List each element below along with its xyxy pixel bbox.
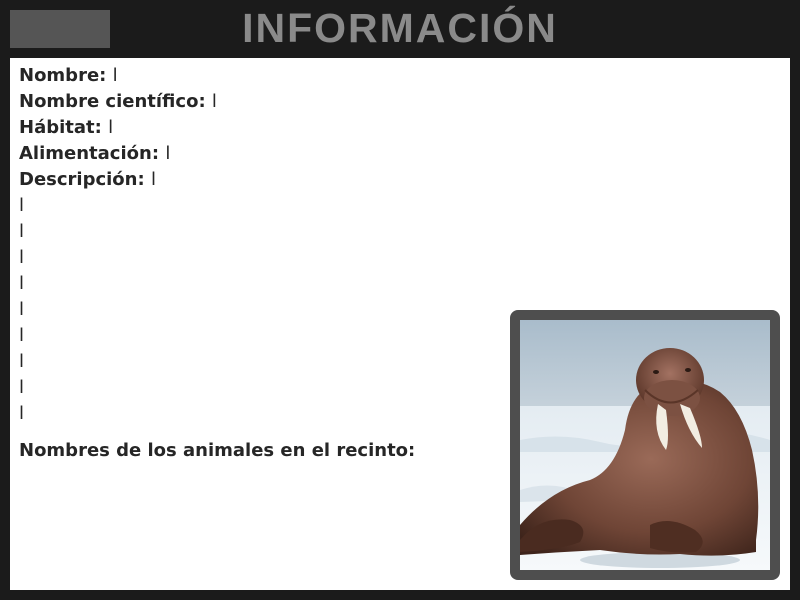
description-line: l (19, 377, 25, 398)
field-nombre-cientifico-value: l (211, 91, 217, 112)
description-line: l (19, 273, 25, 294)
description-line: l (19, 325, 25, 346)
field-nombre-cientifico-label: Nombre científico: (19, 91, 206, 112)
field-alimentacion-value: l (165, 143, 171, 164)
info-panel (10, 58, 790, 590)
enclosure-animals-label: Nombres de los animales en el recinto: (19, 440, 416, 461)
field-descripcion (19, 167, 499, 193)
photo-frame (510, 310, 780, 580)
description-line: l (19, 403, 25, 424)
description-line: l (19, 247, 25, 268)
walrus-photo (520, 320, 770, 570)
header-bar (0, 0, 800, 58)
field-descripcion-label: Descripción: (19, 169, 145, 190)
field-nombre-label: Nombre: (19, 65, 107, 86)
field-descripcion-value: l (150, 169, 156, 190)
field-alimentacion-label: Alimentación: (19, 143, 160, 164)
animal-fields (19, 63, 499, 427)
description-line: l (19, 351, 25, 372)
field-habitat (19, 115, 499, 141)
page-title: INFORMACIÓN (242, 5, 558, 51)
description-text (19, 193, 499, 427)
field-habitat-value: l (108, 117, 114, 138)
field-nombre-cientifico (19, 89, 499, 115)
description-line: l (19, 299, 25, 320)
description-line: l (19, 195, 25, 216)
field-nombre-value: l (112, 65, 118, 86)
walrus-illustration (520, 320, 770, 570)
description-line: l (19, 221, 25, 242)
field-habitat-label: Hábitat: (19, 117, 102, 138)
field-nombre (19, 63, 499, 89)
field-alimentacion (19, 141, 499, 167)
